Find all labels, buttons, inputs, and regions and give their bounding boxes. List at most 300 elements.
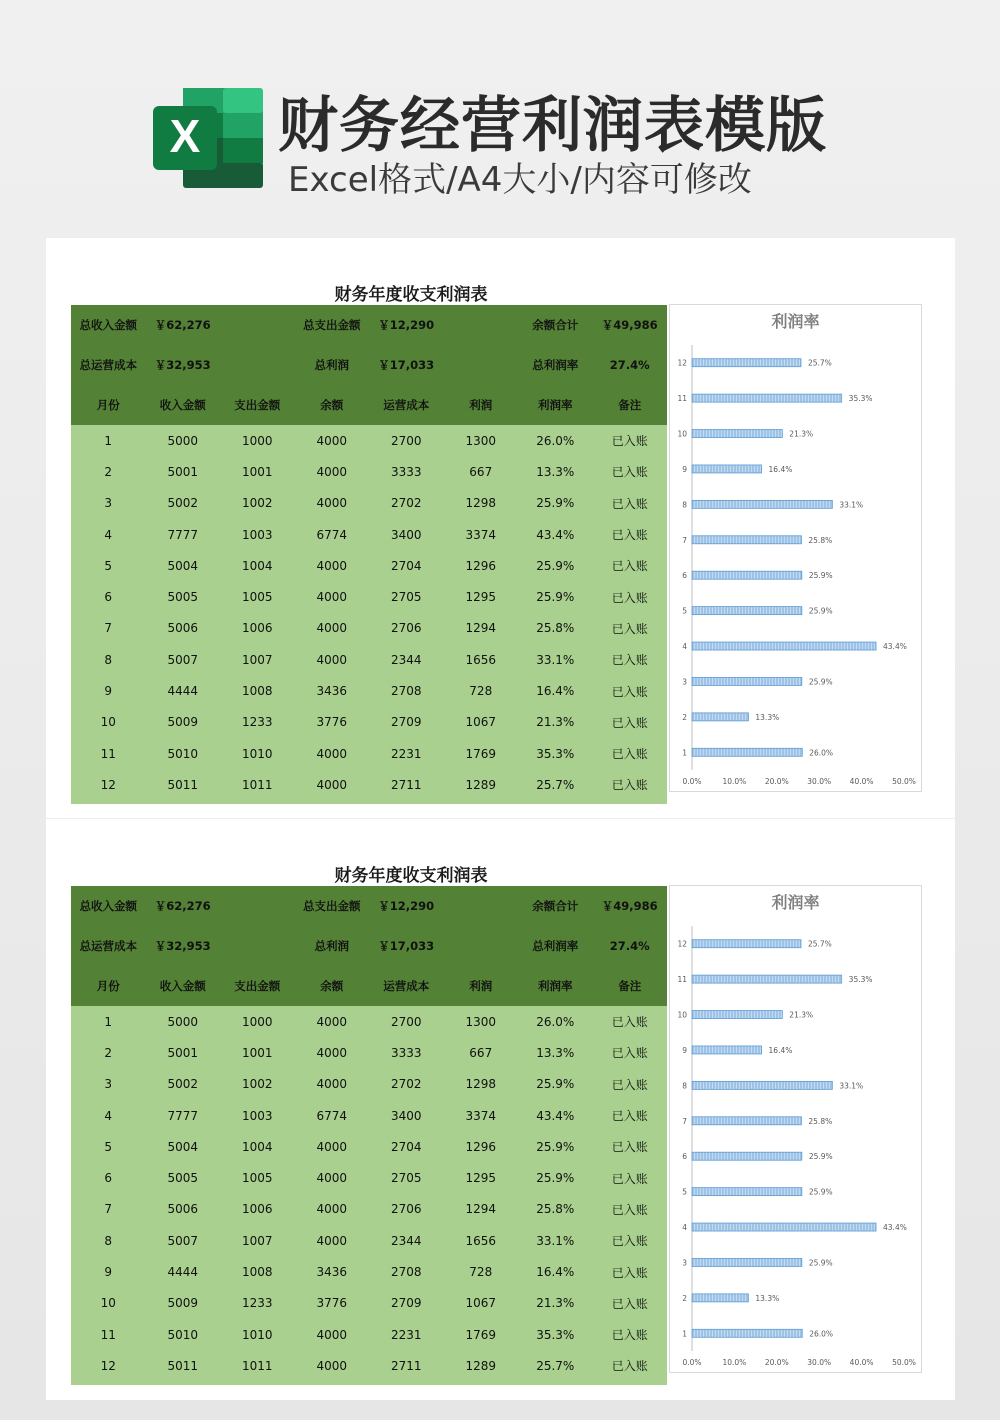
table-cell: 1656	[465, 652, 497, 667]
table-cell: 25.9%	[536, 1139, 575, 1154]
table-cell: 1001	[241, 464, 273, 479]
table-cell: 1300	[465, 433, 497, 448]
table-cell: 5010	[167, 746, 199, 761]
bar	[692, 975, 842, 983]
table-cell: 已入账	[611, 1046, 648, 1061]
chart-svg	[670, 886, 921, 1372]
header-row-cell: 收入金额	[159, 398, 206, 412]
summary-row-cell: 总利润率	[532, 939, 579, 953]
summary-row-cell: ￥17,033	[378, 358, 435, 372]
data-label: 21.3%	[789, 1010, 814, 1020]
summary-row-cell: 总利润	[314, 939, 349, 953]
bar	[692, 1188, 802, 1196]
table-row	[71, 1350, 667, 1381]
table-cell: 1295	[465, 1171, 497, 1186]
table-cell: 4000	[316, 433, 348, 448]
table-cell: 1298	[465, 496, 497, 511]
table-cell: 10	[100, 715, 116, 730]
table-cell: 25.7%	[536, 777, 575, 792]
table-cell: 35.3%	[536, 1327, 575, 1342]
table-cell: 667	[469, 1045, 493, 1060]
table-cell: 1011	[241, 777, 273, 792]
table-row	[71, 644, 667, 675]
banner	[0, 0, 1000, 238]
table-cell: 21.3%	[536, 715, 575, 730]
category-label: 2	[682, 1293, 687, 1303]
table-cell: 2344	[390, 1233, 422, 1248]
table-cell: 2702	[390, 496, 422, 511]
profit-table	[71, 305, 667, 804]
table-cell: 5000	[167, 433, 199, 448]
table-row	[71, 550, 667, 581]
data-label: 26.0%	[809, 1329, 834, 1339]
table-body	[71, 1006, 667, 1385]
table-cell: 1007	[241, 652, 273, 667]
table-cell: 1003	[241, 1108, 273, 1123]
header-row-cell: 支出金额	[234, 979, 281, 993]
table-cell: 3776	[316, 715, 348, 730]
table-cell: 1010	[241, 746, 273, 761]
profit-table	[71, 886, 667, 1385]
data-label: 35.3%	[848, 394, 873, 404]
table-cell: 4000	[316, 464, 348, 479]
summary-row-cell: 总利润	[314, 358, 349, 372]
table-row	[71, 1162, 667, 1193]
header-row	[71, 966, 667, 1006]
table-cell: 5011	[167, 1358, 199, 1373]
table-cell: 1004	[241, 558, 273, 573]
summary-row-cell: 27.4%	[609, 358, 650, 372]
table-cell: 5009	[167, 715, 199, 730]
table-cell: 4000	[316, 1045, 348, 1060]
table-cell: 4000	[316, 1014, 348, 1029]
table-cell: 728	[469, 684, 493, 699]
table-cell: 6	[104, 590, 113, 605]
table-cell: 1289	[465, 777, 497, 792]
table-cell: 25.8%	[536, 621, 575, 636]
table-cell: 4000	[316, 1327, 348, 1342]
table-row	[71, 1319, 667, 1350]
table-cell: 2231	[390, 1327, 422, 1342]
table-cell: 1002	[241, 1077, 273, 1092]
table-cell: 1005	[241, 1171, 273, 1186]
table-cell: 8	[104, 1233, 113, 1248]
summary-row-cell: 总支出金额	[303, 318, 361, 332]
category-label: 4	[682, 1223, 687, 1233]
table-row	[71, 738, 667, 769]
chart-title: 利润率	[771, 312, 820, 331]
summary-row	[71, 345, 667, 385]
table-row	[71, 1037, 667, 1068]
bar	[692, 713, 748, 721]
table-cell: 25.9%	[536, 558, 575, 573]
summary-row-cell	[444, 305, 519, 345]
table-cell: 1	[104, 433, 113, 448]
category-label: 5	[682, 1187, 687, 1197]
table-cell: 25.9%	[536, 1171, 575, 1186]
category-label: 12	[677, 939, 687, 949]
chart-svg	[670, 305, 921, 791]
bar	[692, 465, 762, 473]
header-row-cell: 收入金额	[159, 979, 206, 993]
summary-row-cell: ￥17,033	[378, 939, 435, 953]
x-tick-label: 20.0%	[764, 777, 789, 786]
table-cell: 1007	[241, 1233, 273, 1248]
bar	[692, 940, 801, 948]
table-cell: 已入账	[611, 590, 648, 605]
bar	[692, 1046, 762, 1054]
table-cell: 1289	[465, 1358, 497, 1373]
table-cell: 4000	[316, 1358, 348, 1373]
data-label: 25.8%	[808, 1116, 833, 1126]
header-row-cell: 支出金额	[234, 398, 281, 412]
table-cell: 25.9%	[536, 590, 575, 605]
summary-row-cell: ￥12,290	[378, 318, 435, 332]
bar	[692, 430, 782, 438]
table-cell: 16.4%	[536, 684, 575, 699]
header-row-cell: 利润率	[538, 398, 573, 412]
summary-row-cell	[220, 305, 295, 345]
bar	[692, 748, 802, 756]
table-cell: 5004	[167, 558, 199, 573]
data-label: 16.4%	[768, 1045, 793, 1055]
table-cell: 1769	[465, 746, 497, 761]
header-row	[71, 385, 667, 425]
table-row	[71, 1256, 667, 1287]
table-cell: 1067	[465, 715, 497, 730]
table-cell: 1004	[241, 1139, 273, 1154]
table-cell: 5006	[167, 621, 199, 636]
summary-row	[71, 926, 667, 966]
table-cell: 5004	[167, 1139, 199, 1154]
header-row-cell: 月份	[96, 398, 120, 412]
summary-row-cell: 总运营成本	[79, 939, 137, 953]
data-label: 25.8%	[808, 535, 833, 545]
table-cell: 已入账	[611, 1328, 648, 1343]
category-label: 3	[682, 677, 687, 687]
x-tick-label: 10.0%	[722, 777, 747, 786]
header-row-cell: 运营成本	[383, 979, 430, 993]
table-cell: 2706	[390, 1202, 422, 1217]
table-cell: 5	[104, 558, 113, 573]
header-row-cell: 备注	[618, 398, 642, 412]
header-row-cell: 备注	[618, 979, 642, 993]
category-label: 8	[682, 500, 687, 510]
table-cell: 9	[104, 684, 113, 699]
table-cell: 4000	[316, 1233, 348, 1248]
bar	[692, 1223, 876, 1231]
summary-row-cell	[444, 345, 519, 385]
table-cell: 1295	[465, 590, 497, 605]
table-body	[71, 425, 667, 804]
x-tick-label: 40.0%	[849, 1358, 874, 1367]
data-label: 43.4%	[883, 1223, 907, 1233]
table-cell: 12	[100, 1358, 116, 1373]
table-cell: 已入账	[611, 715, 648, 730]
table-cell: 已入账	[611, 1359, 648, 1374]
summary-row-cell	[444, 926, 519, 966]
summary-row-cell: 余额合计	[532, 318, 579, 332]
summary-row-cell: 余额合计	[532, 899, 579, 913]
logo-letter: X	[169, 110, 201, 162]
category-label: 3	[682, 1258, 687, 1268]
category-label: 9	[682, 464, 687, 474]
table-cell: 1002	[241, 496, 273, 511]
data-label: 13.3%	[755, 1293, 780, 1303]
profit-rate-chart	[669, 304, 922, 792]
sheet-title: 财务年度收支利润表	[334, 285, 488, 305]
table-cell: 2709	[390, 715, 422, 730]
table-cell: 1300	[465, 1014, 497, 1029]
summary-row-cell: 总利润率	[532, 358, 579, 372]
summary-row-cell: 总收入金额	[79, 318, 137, 332]
bar	[692, 677, 802, 685]
table-cell: 3436	[316, 1265, 348, 1280]
table-cell: 25.9%	[536, 1077, 575, 1092]
header-row-cell: 运营成本	[383, 398, 430, 412]
bar	[692, 1117, 801, 1125]
table-cell: 已入账	[611, 528, 648, 543]
table-row	[71, 675, 667, 706]
category-label: 10	[677, 429, 687, 439]
table-row	[71, 769, 667, 800]
bar	[692, 1011, 782, 1019]
table-cell: 11	[100, 746, 116, 761]
table-cell: 5007	[167, 652, 199, 667]
bar	[692, 642, 876, 650]
table-cell: 4	[104, 1108, 113, 1123]
x-tick-label: 0.0%	[682, 1358, 702, 1367]
table-cell: 3776	[316, 1296, 348, 1311]
table-cell: 5006	[167, 1202, 199, 1217]
table-cell: 1769	[465, 1327, 497, 1342]
table-cell: 4000	[316, 621, 348, 636]
sheet-block	[46, 238, 955, 793]
summary-row-cell	[220, 926, 295, 966]
table-cell: 3374	[465, 527, 497, 542]
table-cell: 5010	[167, 1327, 199, 1342]
category-label: 6	[682, 1152, 687, 1162]
table-cell: 2711	[390, 777, 422, 792]
summary-row-cell: ￥62,276	[154, 899, 211, 913]
data-label: 43.4%	[883, 642, 907, 652]
sheet-block	[46, 819, 955, 1374]
table-cell: 1298	[465, 1077, 497, 1092]
table-row	[71, 1069, 667, 1100]
x-tick-label: 30.0%	[807, 1358, 832, 1367]
table-cell: 已入账	[611, 653, 648, 668]
table-cell: 4000	[316, 496, 348, 511]
bar	[692, 1258, 802, 1266]
table-cell: 4000	[316, 1077, 348, 1092]
table-cell: 已入账	[611, 1140, 648, 1155]
table-cell: 4444	[167, 1265, 199, 1280]
table-cell: 11	[100, 1327, 116, 1342]
category-label: 11	[677, 975, 687, 985]
data-label: 33.1%	[839, 1081, 864, 1091]
table-row	[71, 425, 667, 456]
table-cell: 已入账	[611, 621, 648, 636]
table-cell: 已入账	[611, 1265, 648, 1280]
table-cell: 5002	[167, 1077, 199, 1092]
summary-row-cell	[444, 886, 519, 926]
category-label: 1	[682, 1329, 687, 1339]
table-cell: 3333	[390, 1045, 422, 1060]
table-cell: 3400	[390, 527, 422, 542]
table-cell: 5007	[167, 1233, 199, 1248]
table-cell: 已入账	[611, 1202, 648, 1217]
table-cell: 3333	[390, 464, 422, 479]
table-cell: 3436	[316, 684, 348, 699]
data-label: 26.0%	[809, 748, 834, 758]
table-cell: 10	[100, 1296, 116, 1311]
header-row-cell: 利润	[469, 398, 493, 412]
category-label: 1	[682, 748, 687, 758]
table-cell: 7	[104, 1202, 113, 1217]
x-tick-label: 30.0%	[807, 777, 832, 786]
data-label: 21.3%	[789, 429, 814, 439]
x-tick-label: 50.0%	[892, 777, 916, 786]
bar	[692, 536, 801, 544]
table-cell: 2344	[390, 652, 422, 667]
bar	[692, 359, 801, 367]
header-row-cell: 月份	[96, 979, 120, 993]
data-label: 25.7%	[807, 358, 832, 368]
table-cell: 2708	[390, 684, 422, 699]
table-cell: 1011	[241, 1358, 273, 1373]
table-cell: 4	[104, 527, 113, 542]
table-cell: 1294	[465, 621, 497, 636]
table-cell: 1005	[241, 590, 273, 605]
table-cell: 1	[104, 1014, 113, 1029]
table-cell: 7	[104, 621, 113, 636]
table-cell: 4000	[316, 1171, 348, 1186]
data-label: 33.1%	[839, 500, 864, 510]
table-cell: 43.4%	[536, 527, 575, 542]
table-cell: 已入账	[611, 496, 648, 511]
table-cell: 5001	[167, 1045, 199, 1060]
category-label: 6	[682, 571, 687, 581]
bar	[692, 607, 802, 615]
page-title: 财务经营利润表模版	[278, 91, 827, 161]
category-label: 9	[682, 1045, 687, 1055]
table-row	[71, 1225, 667, 1256]
table-cell: 5002	[167, 496, 199, 511]
table-cell: 1006	[241, 621, 273, 636]
table-cell: 1001	[241, 1045, 273, 1060]
table-cell: 25.9%	[536, 496, 575, 511]
table-row	[71, 1288, 667, 1319]
data-label: 25.9%	[808, 606, 833, 616]
table-cell: 1294	[465, 1202, 497, 1217]
table-cell: 1233	[241, 1296, 273, 1311]
table-row	[71, 1100, 667, 1131]
category-label: 2	[682, 712, 687, 722]
table-cell: 1006	[241, 1202, 273, 1217]
header-row-cell: 利润	[469, 979, 493, 993]
table-cell: 已入账	[611, 1296, 648, 1311]
table-cell: 4000	[316, 1139, 348, 1154]
bar	[692, 1081, 832, 1089]
table-cell: 1000	[241, 1014, 273, 1029]
header-row-cell: 余额	[320, 398, 344, 412]
summary-row-cell: ￥49,986	[601, 899, 658, 913]
sheet-preview	[46, 238, 955, 1400]
table-cell: 已入账	[611, 778, 648, 793]
table-cell: 已入账	[611, 1015, 648, 1030]
table-cell: 6774	[316, 1108, 348, 1123]
summary-row-cell: 总收入金额	[79, 899, 137, 913]
header-row-cell: 余额	[320, 979, 344, 993]
category-label: 11	[677, 394, 687, 404]
page-subtitle: Excel格式/A4大小/内容可修改	[288, 160, 752, 200]
table-cell: 已入账	[611, 1171, 648, 1186]
summary-row-cell: ￥62,276	[154, 318, 211, 332]
table-cell: 5	[104, 1139, 113, 1154]
category-label: 8	[682, 1081, 687, 1091]
table-cell: 已入账	[611, 559, 648, 574]
table-row	[71, 1131, 667, 1162]
table-cell: 4000	[316, 746, 348, 761]
table-row	[71, 707, 667, 738]
table-cell: 2711	[390, 1358, 422, 1373]
category-label: 12	[677, 358, 687, 368]
summary-row	[71, 305, 667, 345]
table-cell: 3400	[390, 1108, 422, 1123]
bar	[692, 571, 802, 579]
table-cell: 4000	[316, 1202, 348, 1217]
bar	[692, 500, 832, 508]
table-row	[71, 519, 667, 550]
table-cell: 5011	[167, 777, 199, 792]
table-cell: 12	[100, 777, 116, 792]
summary-row-cell: ￥49,986	[601, 318, 658, 332]
category-label: 4	[682, 642, 687, 652]
table-cell: 4000	[316, 652, 348, 667]
bar	[692, 1152, 802, 1160]
bar	[692, 1329, 802, 1337]
data-label: 25.9%	[808, 1187, 833, 1197]
x-tick-label: 50.0%	[892, 1358, 916, 1367]
table-cell: 35.3%	[536, 746, 575, 761]
data-label: 13.3%	[755, 712, 780, 722]
table-cell: 2704	[390, 558, 422, 573]
table-cell: 9	[104, 1265, 113, 1280]
summary-row-cell	[220, 345, 295, 385]
table-cell: 1010	[241, 1327, 273, 1342]
table-cell: 2	[104, 1045, 113, 1060]
chart-title: 利润率	[771, 893, 820, 912]
table-cell: 已入账	[611, 465, 648, 480]
table-row	[71, 581, 667, 612]
x-tick-label: 40.0%	[849, 777, 874, 786]
table-cell: 7777	[167, 527, 199, 542]
table-cell: 3	[104, 1077, 113, 1092]
summary-row-cell	[220, 886, 295, 926]
table-cell: 13.3%	[536, 1045, 575, 1060]
table-cell: 2709	[390, 1296, 422, 1311]
summary-row-cell: 总支出金额	[303, 899, 361, 913]
data-label: 35.3%	[848, 975, 873, 985]
table-cell: 1008	[241, 1265, 273, 1280]
table-cell: 1067	[465, 1296, 497, 1311]
table-cell: 1003	[241, 527, 273, 542]
data-label: 25.7%	[807, 939, 832, 949]
table-cell: 2231	[390, 746, 422, 761]
table-cell: 1008	[241, 684, 273, 699]
table-cell: 1233	[241, 715, 273, 730]
sheet-title: 财务年度收支利润表	[334, 866, 488, 886]
